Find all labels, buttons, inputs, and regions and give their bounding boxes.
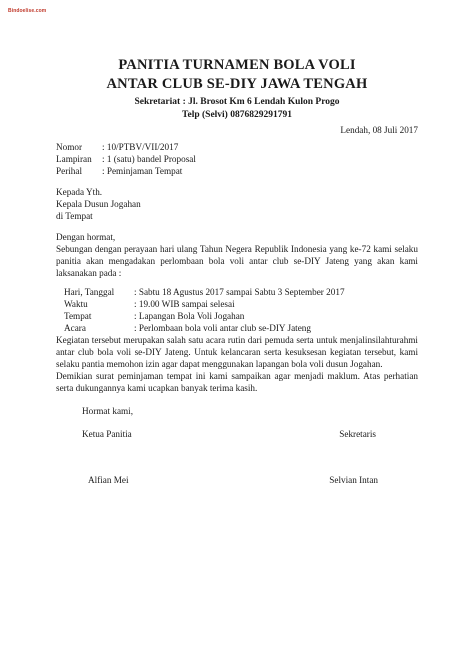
event-value: : Perlombaan bola voli antar club se-DIY Jateng: [134, 323, 311, 333]
recipient-block: [56, 186, 418, 222]
event-value: : 19.00 WIB sampai selesai: [134, 299, 235, 309]
letterhead-title-line2: ANTAR CLUB SE-DIY JAWA TENGAH: [106, 76, 368, 92]
event-label: Waktu: [64, 299, 88, 309]
meta-label: Perihal: [56, 166, 83, 176]
event-row-time: [56, 298, 418, 310]
letter-body: [56, 124, 418, 486]
signature-block: [56, 405, 418, 486]
event-label: Hari, Tanggal: [64, 287, 115, 297]
event-value: : Sabtu 18 Agustus 2017 sampai Sabtu 3 September 2017: [134, 287, 345, 297]
signature-left-name: Alfian Mei: [88, 475, 129, 485]
recipient-line1: Kepada Yth.: [56, 187, 103, 197]
closing-paragraph: Demikian surat peminjaman tempat ini kami sampaikan agar menjadi maklum. Atas perhatian serta dukungannya kami ucapkan banyak terima kasih.: [56, 371, 418, 393]
letter-date: Lendah, 08 Juli 2017: [340, 125, 418, 135]
letterhead-phone: Telp (Selvi) 0876829291791: [182, 109, 292, 120]
event-label: Tempat: [64, 311, 92, 321]
signature-names: [56, 474, 418, 486]
recipient-line2: Kepala Dusun Jogahan: [56, 199, 141, 209]
greeting: Dengan hormat,: [56, 232, 116, 242]
signature-left-role: Ketua Panitia: [82, 429, 132, 439]
signature-roles: [56, 428, 418, 440]
letterhead-address: Sekretariat : Jl. Brosot Km 6 Lendah Kulon Progo: [134, 97, 340, 107]
letter-meta: [56, 141, 418, 177]
event-row-date: [56, 286, 418, 298]
meta-label: Lampiran: [56, 154, 92, 164]
signature-right-name: Selvian Intan: [329, 475, 378, 485]
recipient-line3: di Tempat: [56, 211, 93, 221]
intro-paragraph: Sebungan dengan perayaan hari ulang Tahun Negera Republik Indonesia yang ke-72 kami selaku panitia akan mengadakan perlombaan bola voli antar club se-DIY Jateng yang akan kami laksanakan pada :: [56, 244, 418, 278]
signature-right-role: Sekretaris: [339, 429, 376, 439]
signature-closing: Hormat kami,: [82, 406, 134, 416]
event-label: Acara: [64, 323, 86, 333]
event-row-activity: [56, 322, 418, 334]
meta-value: : 1 (satu) bandel Proposal: [102, 154, 196, 164]
event-value: : Lapangan Bola Voli Jogahan: [134, 311, 245, 321]
event-row-place: [56, 310, 418, 322]
meta-row-perihal: [56, 165, 418, 177]
meta-value: : Peminjaman Tempat: [102, 166, 183, 176]
meta-label: Nomor: [56, 142, 83, 152]
event-details: [56, 286, 418, 334]
watermark: Bindoelise.com: [8, 8, 47, 14]
letterhead: [0, 56, 474, 121]
meta-row-lampiran: [56, 153, 418, 165]
letterhead-title-line1: PANITIA TURNAMEN BOLA VOLI: [118, 57, 356, 73]
body-paragraph: Kegiatan tersebut merupakan salah satu acara rutin dari pemuda serta untuk menjalinsilahturahmi antar club bola voli se-DIY Jateng. Untuk kelancaran serta kesuksesan kegiatan tersebut, kami selaku pantia memohon izin agar dapat menggunakan lapangan bola voli dusun Jogahan.: [56, 335, 418, 369]
meta-row-nomor: [56, 141, 418, 153]
meta-value: : 10/PTBV/VII/2017: [102, 142, 179, 152]
